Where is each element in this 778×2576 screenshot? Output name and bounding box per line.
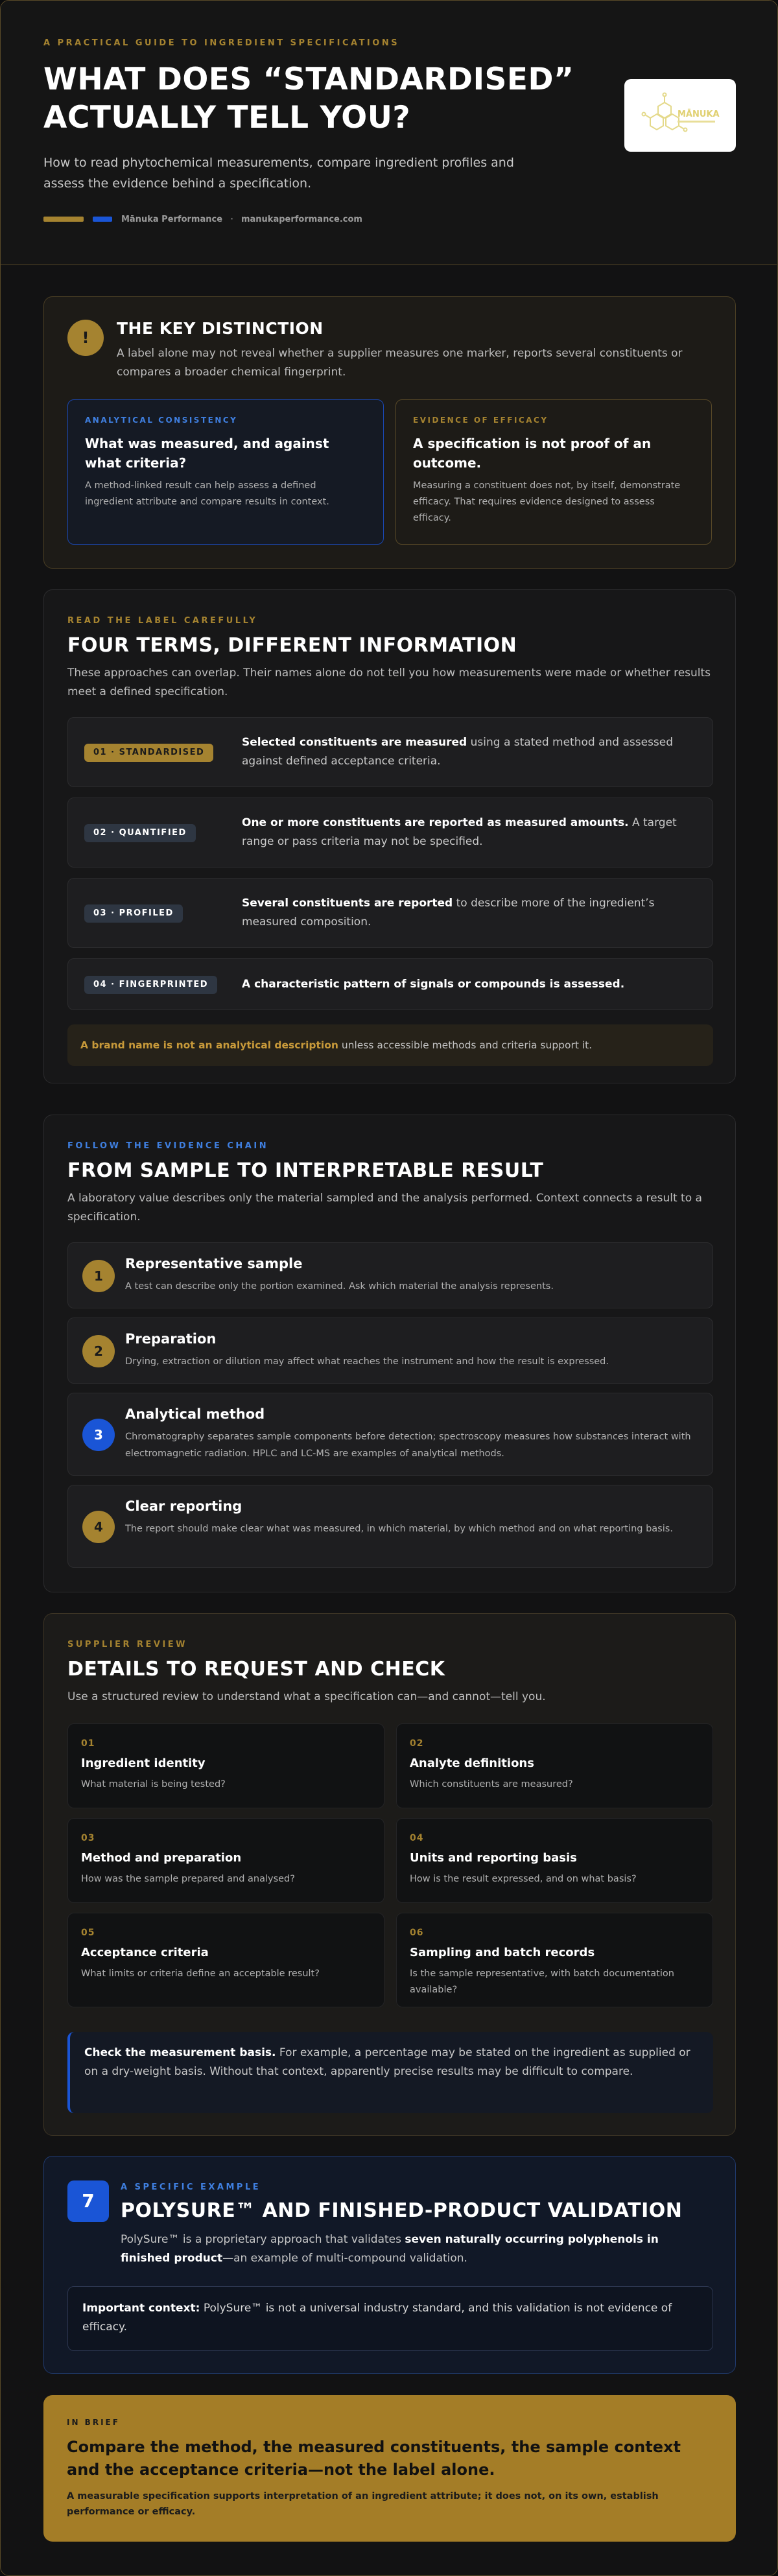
step-text: A test can describe only the portion examined. Ask which material the analysis represents. [125, 1281, 554, 1292]
check-number: 03 [81, 1833, 95, 1843]
measurement-basis-note: Check the measurement basis. For example, a percentage may be stated on the ingredient as supplied or on a dry-weight basis. Without that context, apparently precise results may be difficult to compare. [67, 2032, 713, 2113]
step-number: 3 [82, 1419, 115, 1451]
section-title: FROM SAMPLE TO INTERPRETABLE RESULT [67, 1159, 544, 1182]
blue-accent-bar [93, 217, 112, 222]
step-title: Analytical method [125, 1406, 265, 1422]
section-lead: These approaches can overlap. Their names alone do not tell you how measurements were made or whether results meet a defined specification. [67, 667, 711, 698]
key-distinction-card [43, 296, 736, 569]
term-description: A characteristic pattern of signals or compounds is assessed. [242, 978, 625, 991]
brief-title: Compare the method, the measured constituents, the sample context and the acceptance criteria—not the label alone. [67, 2438, 681, 2479]
section-title: FOUR TERMS, DIFFERENT INFORMATION [67, 634, 517, 657]
step-text: The report should make clear what was measured, in which material, by which method and on what reporting basis. [125, 1524, 673, 1534]
check-title: Ingredient identity [81, 1756, 206, 1770]
brand-name-note: A brand name is not an analytical description unless accessible methods and criteria support it. [67, 1024, 713, 1066]
card-text: A method-linked result can help assess a defined ingredient attribute and compare results in context. [85, 480, 329, 507]
check-title: Units and reporting basis [410, 1851, 577, 1865]
check-number: 05 [81, 1928, 95, 1938]
hero-eyebrow: A PRACTICAL GUIDE TO INGREDIENT SPECIFICATIONS [43, 38, 400, 48]
polysure-example-card [43, 2156, 736, 2374]
check-number: 04 [410, 1833, 424, 1843]
check-text: How was the sample prepared and analysed? [81, 1874, 295, 1884]
step-text: Drying, extraction or dilution may affect what reaches the instrument and how the result is expressed. [125, 1356, 609, 1367]
section-lead: PolySure™ is a proprietary approach that validates seven naturally occurring polyphenols in finished product—an example of multi-compound validation. [121, 2233, 659, 2265]
check-text: What limits or criteria define an acceptable result? [81, 1968, 320, 1979]
check-item [396, 1818, 713, 1903]
site-url: manukaperformance.com [241, 214, 362, 224]
honeycomb-logo-icon [624, 79, 736, 152]
section-title: POLYSURE™ AND FINISHED-PRODUCT VALIDATION [121, 2199, 683, 2222]
hero-section [1, 1, 777, 265]
hero-meta [43, 212, 362, 226]
term-row-quantified [67, 798, 713, 868]
check-item [396, 1723, 713, 1808]
exclamation-icon: ! [67, 320, 104, 356]
section-lead: Use a structured review to understand what a specification can—and cannot—tell you. [67, 1690, 546, 1703]
supplier-review-card [43, 1613, 736, 2136]
separator-dot: · [230, 214, 233, 224]
section-title: THE KEY DISTINCTION [117, 319, 324, 338]
card-eyebrow: ANALYTICAL CONSISTENCY [85, 416, 238, 425]
term-row-standardised [67, 717, 713, 787]
check-item [67, 1818, 384, 1903]
step-preparation [67, 1318, 713, 1384]
evidence-chain-card [43, 1115, 736, 1592]
check-item [67, 1723, 384, 1808]
page-title: WHAT DOES “STANDARDISED” ACTUALLY TELL YOU? [43, 62, 574, 136]
step-title: Clear reporting [125, 1498, 242, 1514]
step-representative-sample [67, 1242, 713, 1308]
brand-logo [624, 79, 736, 152]
check-number: 02 [410, 1738, 424, 1749]
card-title: A specification is not proof of an outcome. [413, 436, 652, 471]
step-number: 4 [82, 1511, 115, 1543]
check-title: Sampling and batch records [410, 1946, 595, 1959]
analytical-consistency-card [67, 399, 384, 545]
step-clear-reporting [67, 1485, 713, 1568]
term-row-profiled [67, 878, 713, 948]
check-text: Which constituents are measured? [410, 1779, 573, 1790]
term-description: One or more constituents are reported as measured amounts. A target range or pass criteria may not be specified. [242, 816, 677, 848]
check-number: 01 [81, 1738, 95, 1749]
section-eyebrow: A SPECIFIC EXAMPLE [121, 2182, 261, 2192]
card-title: What was measured, and against what criteria? [85, 436, 329, 471]
term-description: Selected constituents are measured using a stated method and assessed against defined acceptance criteria. [242, 736, 674, 768]
section-lead: A label alone may not reveal whether a supplier measures one marker, reports several constituents or compares a broader chemical fingerprint. [117, 347, 683, 379]
check-text: Is the sample representative, with batch documentation available? [410, 1968, 674, 1995]
four-terms-card [43, 589, 736, 1083]
check-text: What material is being tested? [81, 1779, 226, 1790]
important-context-note: Important context: PolySure™ is not a universal industry standard, and this validation is not evidence of efficacy. [67, 2286, 713, 2351]
check-item [396, 1913, 713, 2007]
check-title: Acceptance criteria [81, 1946, 209, 1959]
section-lead: A laboratory value describes only the material sampled and the analysis performed. Context connects a result to a specification. [67, 1192, 702, 1223]
step-title: Representative sample [125, 1256, 303, 1271]
term-pill: 02 · QUANTIFIED [84, 824, 196, 842]
step-number: 2 [82, 1335, 115, 1367]
step-analytical-method [67, 1393, 713, 1476]
check-title: Method and preparation [81, 1851, 242, 1865]
step-number: 1 [82, 1260, 115, 1292]
brief-text: A measurable specification supports interpretation of an ingredient attribute; it does not, on its own, establish performance or efficacy. [67, 2491, 659, 2517]
step-title: Preparation [125, 1331, 217, 1347]
term-pill: 01 · STANDARDISED [84, 744, 213, 762]
section-eyebrow: SUPPLIER REVIEW [67, 1640, 188, 1649]
gold-accent-bar [43, 217, 84, 222]
term-pill: 03 · PROFILED [84, 904, 183, 923]
card-text: Measuring a constituent does not, by itself, demonstrate efficacy. That requires evidence designed to assess efficacy. [413, 480, 681, 523]
term-description: Several constituents are reported to describe more of the ingredient’s measured composition. [242, 897, 655, 928]
evidence-of-efficacy-card [395, 399, 712, 545]
section-eyebrow: FOLLOW THE EVIDENCE CHAIN [67, 1141, 269, 1151]
check-title: Analyte definitions [410, 1756, 534, 1770]
check-text: How is the result expressed, and on what basis? [410, 1874, 637, 1884]
step-text: Chromatography separates sample components before detection; spectroscopy measures how substances interact with electromagnetic radiation. HPLC and LC-MS are examples of analytical methods. [125, 1432, 691, 1459]
brief-eyebrow: IN BRIEF [67, 2418, 120, 2427]
number-badge: 7 [67, 2180, 109, 2222]
check-item [67, 1913, 384, 2007]
section-title: DETAILS TO REQUEST AND CHECK [67, 1658, 445, 1681]
in-brief-callout [43, 2395, 736, 2542]
svg-text:MĀNUKA: MĀNUKA [678, 110, 720, 119]
term-pill: 04 · FINGERPRINTED [84, 976, 217, 994]
term-row-fingerprinted [67, 958, 713, 1010]
brand-name: Mānuka Performance [121, 214, 223, 224]
check-number: 06 [410, 1928, 424, 1938]
hero-subtitle: How to read phytochemical measurements, compare ingredient profiles and assess the evidence behind a specification. [43, 156, 514, 191]
card-eyebrow: EVIDENCE OF EFFICACY [413, 416, 548, 425]
section-eyebrow: READ THE LABEL CAREFULLY [67, 616, 258, 626]
